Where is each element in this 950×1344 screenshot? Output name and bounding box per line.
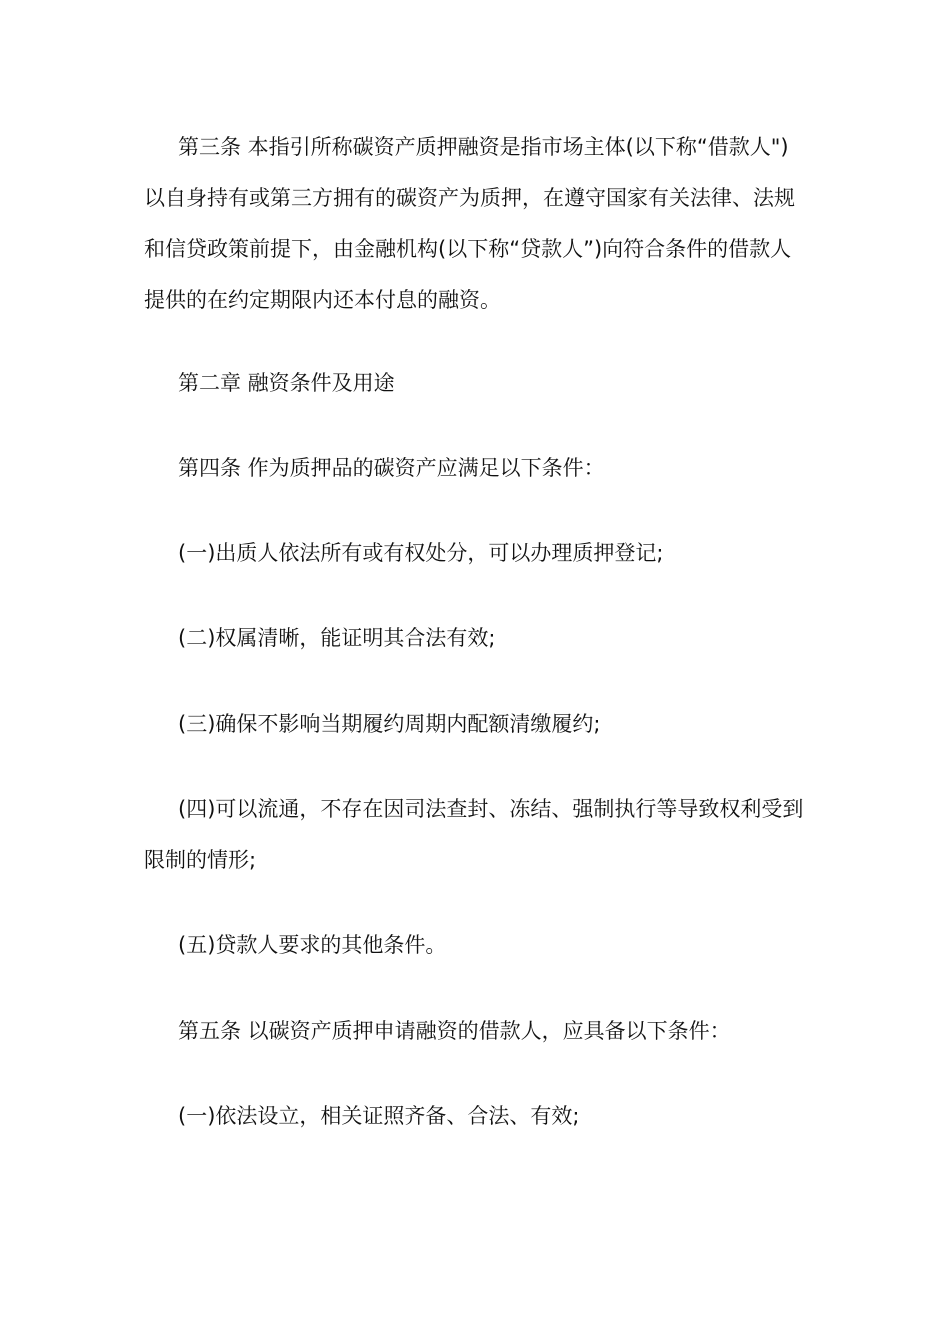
article-4-item-4: (四)可以流通，不存在因司法查封、冻结、强制执行等导致权利受到限制的情形; [144, 797, 804, 872]
article-4-item-2: (二)权属清晰，能证明其合法有效; [178, 626, 496, 650]
article-4-item-5: (五)贷款人要求的其他条件。 [178, 933, 447, 957]
article-4-item-1: (一)出质人依法所有或有权处分，可以办理质押登记; [178, 541, 664, 565]
article-4-paragraph: 第四条 作为质押品的碳资产应满足以下条件： [178, 456, 605, 480]
article-5-paragraph: 第五条 以碳资产质押申请融资的借款人，应具备以下条件： [178, 1019, 731, 1043]
article-5-item-1: (一)依法设立，相关证照齐备、合法、有效; [178, 1104, 580, 1128]
chapter-2-heading: 第二章 融资条件及用途 [178, 371, 395, 395]
article-3-paragraph: 第三条 本指引所称碳资产质押融资是指市场主体(以下称“借款人")以自身持有或第三方拥有的碳资产为质押，在遵守国家有关法律、法规和信贷政策前提下，由金融机构(以下称“贷款人”)向符合条件的借款人提供的在约定期限内还本付息的融资。 [144, 135, 795, 312]
article-4-item-3: (三)确保不影响当期履约周期内配额清缴履约; [178, 712, 601, 736]
